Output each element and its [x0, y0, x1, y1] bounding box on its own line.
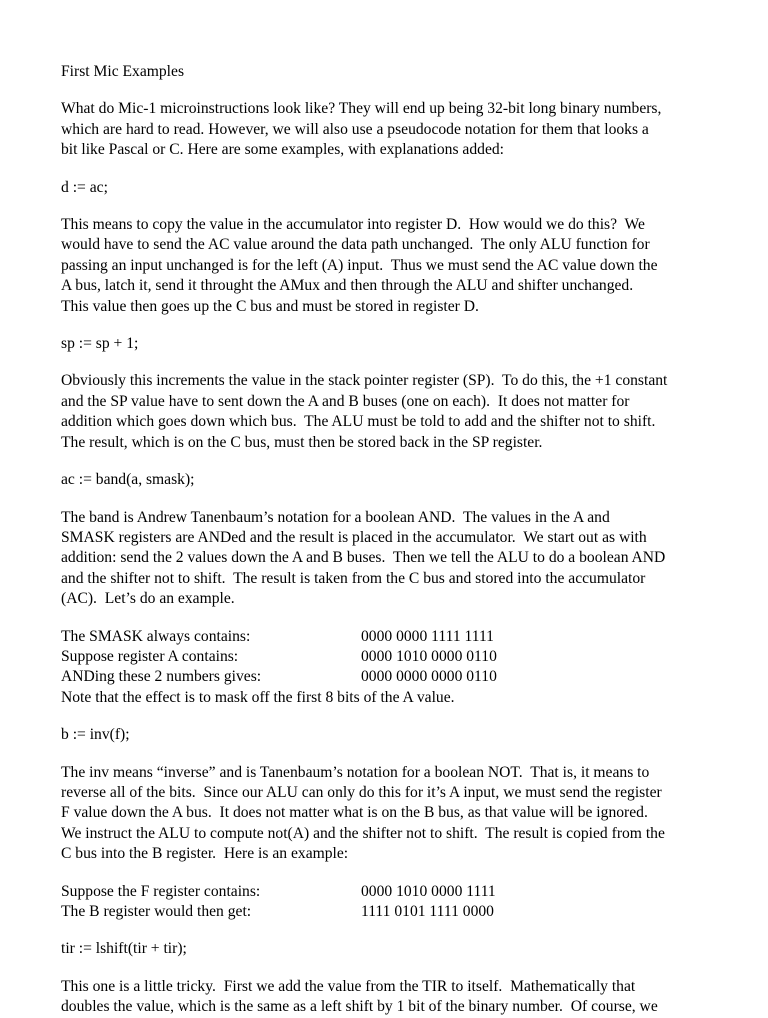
- text-line: which are hard to read. However, we will also use a pseudocode notation for them that looks a: [61, 120, 649, 138]
- row-value: 0000 1010 0000 1111: [361, 882, 496, 900]
- text-line: This means to copy the value in the accumulator into register D. How would we do this? We: [61, 216, 645, 234]
- text-line: What do Mic-1 microinstructions look like? They will end up being 32-bit long binary numbers,: [61, 100, 662, 118]
- text-line: and the shifter not to shift. The result is taken from the C bus and stored into the accumulator: [61, 569, 646, 587]
- row-label: Suppose register A contains:: [61, 647, 239, 665]
- code-line: sp := sp + 1;: [61, 335, 139, 353]
- text-line: This value then goes up the C bus and must be stored in register D.: [61, 297, 479, 315]
- bit-example-table: [61, 882, 712, 923]
- text-line: We instruct the ALU to compute not(A) and the shifter not to shift. The result is copied from the: [61, 824, 665, 842]
- text-line: reverse all of the bits. Since our ALU can only do this for it’s A input, we must send the register: [61, 783, 662, 801]
- text-line: would have to send the AC value around the data path unchanged. The only ALU function for: [61, 236, 650, 254]
- table-row: [61, 667, 712, 687]
- table-row: [61, 647, 712, 667]
- row-label: The B register would then get:: [61, 903, 252, 920]
- row-label: ANDing these 2 numbers gives:: [61, 668, 262, 686]
- code-line: ac := band(a, smask);: [61, 471, 195, 489]
- text-line: The band is Andrew Tanenbaum’s notation for a boolean AND. The values in the A and: [61, 508, 610, 526]
- text-line: A bus, latch it, send it throught the AMux and then through the ALU and shifter unchanged.: [61, 277, 634, 295]
- text-line: SMASK registers are ANDed and the result is placed in the accumulator. We start out as with: [61, 528, 647, 546]
- row-value: 0000 0000 1111 1111: [361, 627, 494, 645]
- text-line: The result, which is on the C bus, must then be stored back in the SP register.: [61, 433, 543, 451]
- table-row: [61, 627, 712, 647]
- row-value: 0000 1010 0000 0110: [361, 647, 497, 665]
- explanation-paragraph: [61, 508, 712, 610]
- table-row: [61, 902, 712, 922]
- row-value: 0000 0000 0000 0110: [361, 668, 497, 686]
- explanation-paragraph: [61, 371, 712, 453]
- document-title: First Mic Examples: [61, 63, 185, 80]
- text-line: F value down the A bus. It does not matter what is on the B bus, as that value will be ignored.: [61, 804, 648, 822]
- bit-example-table: [61, 627, 712, 709]
- explanation-paragraph: [61, 977, 712, 1018]
- row-label: Suppose the F register contains:: [61, 882, 261, 900]
- code-line: d := ac;: [61, 178, 108, 196]
- intro-paragraph: [61, 99, 712, 160]
- row-label: The SMASK always contains:: [61, 627, 251, 645]
- text-line: bit like Pascal or C. Here are some examples, with explanations added:: [61, 141, 504, 159]
- text-line: and the SP value have to sent down the A and B buses (one on each). It does not matter for: [61, 392, 630, 410]
- explanation-paragraph: [61, 763, 712, 865]
- text-line: Obviously this increments the value in the stack pointer register (SP). To do this, the +1 constant: [61, 372, 668, 390]
- table-row: [61, 882, 712, 902]
- row-value: 1111 0101 1111 0000: [361, 903, 494, 920]
- explanation-paragraph: [61, 215, 712, 317]
- text-line: C bus into the B register. Here is an example:: [61, 845, 349, 863]
- code-line: tir := lshift(tir + tir);: [61, 940, 187, 958]
- text-line: (AC). Let’s do an example.: [61, 590, 235, 608]
- text-line: addition which goes down which bus. The ALU must be told to add and the shifter not to shift.: [61, 413, 656, 431]
- table-note: Note that the effect is to mask off the first 8 bits of the A value.: [61, 688, 455, 706]
- text-line: passing an input unchanged is for the left (A) input. Thus we must send the AC value down the: [61, 256, 658, 274]
- code-line: b := inv(f);: [61, 726, 130, 744]
- text-line: doubles the value, which is the same as a left shift by 1 bit of the binary number. Of course, we: [61, 998, 658, 1016]
- text-line: The inv means “inverse” and is Tanenbaum’s notation for a boolean NOT. That is, it means to: [61, 763, 650, 781]
- text-line: This one is a little tricky. First we add the value from the TIR to itself. Mathematically that: [61, 977, 636, 995]
- text-line: addition: send the 2 values down the A and B buses. Then we tell the ALU to do a boolean AND: [61, 549, 666, 567]
